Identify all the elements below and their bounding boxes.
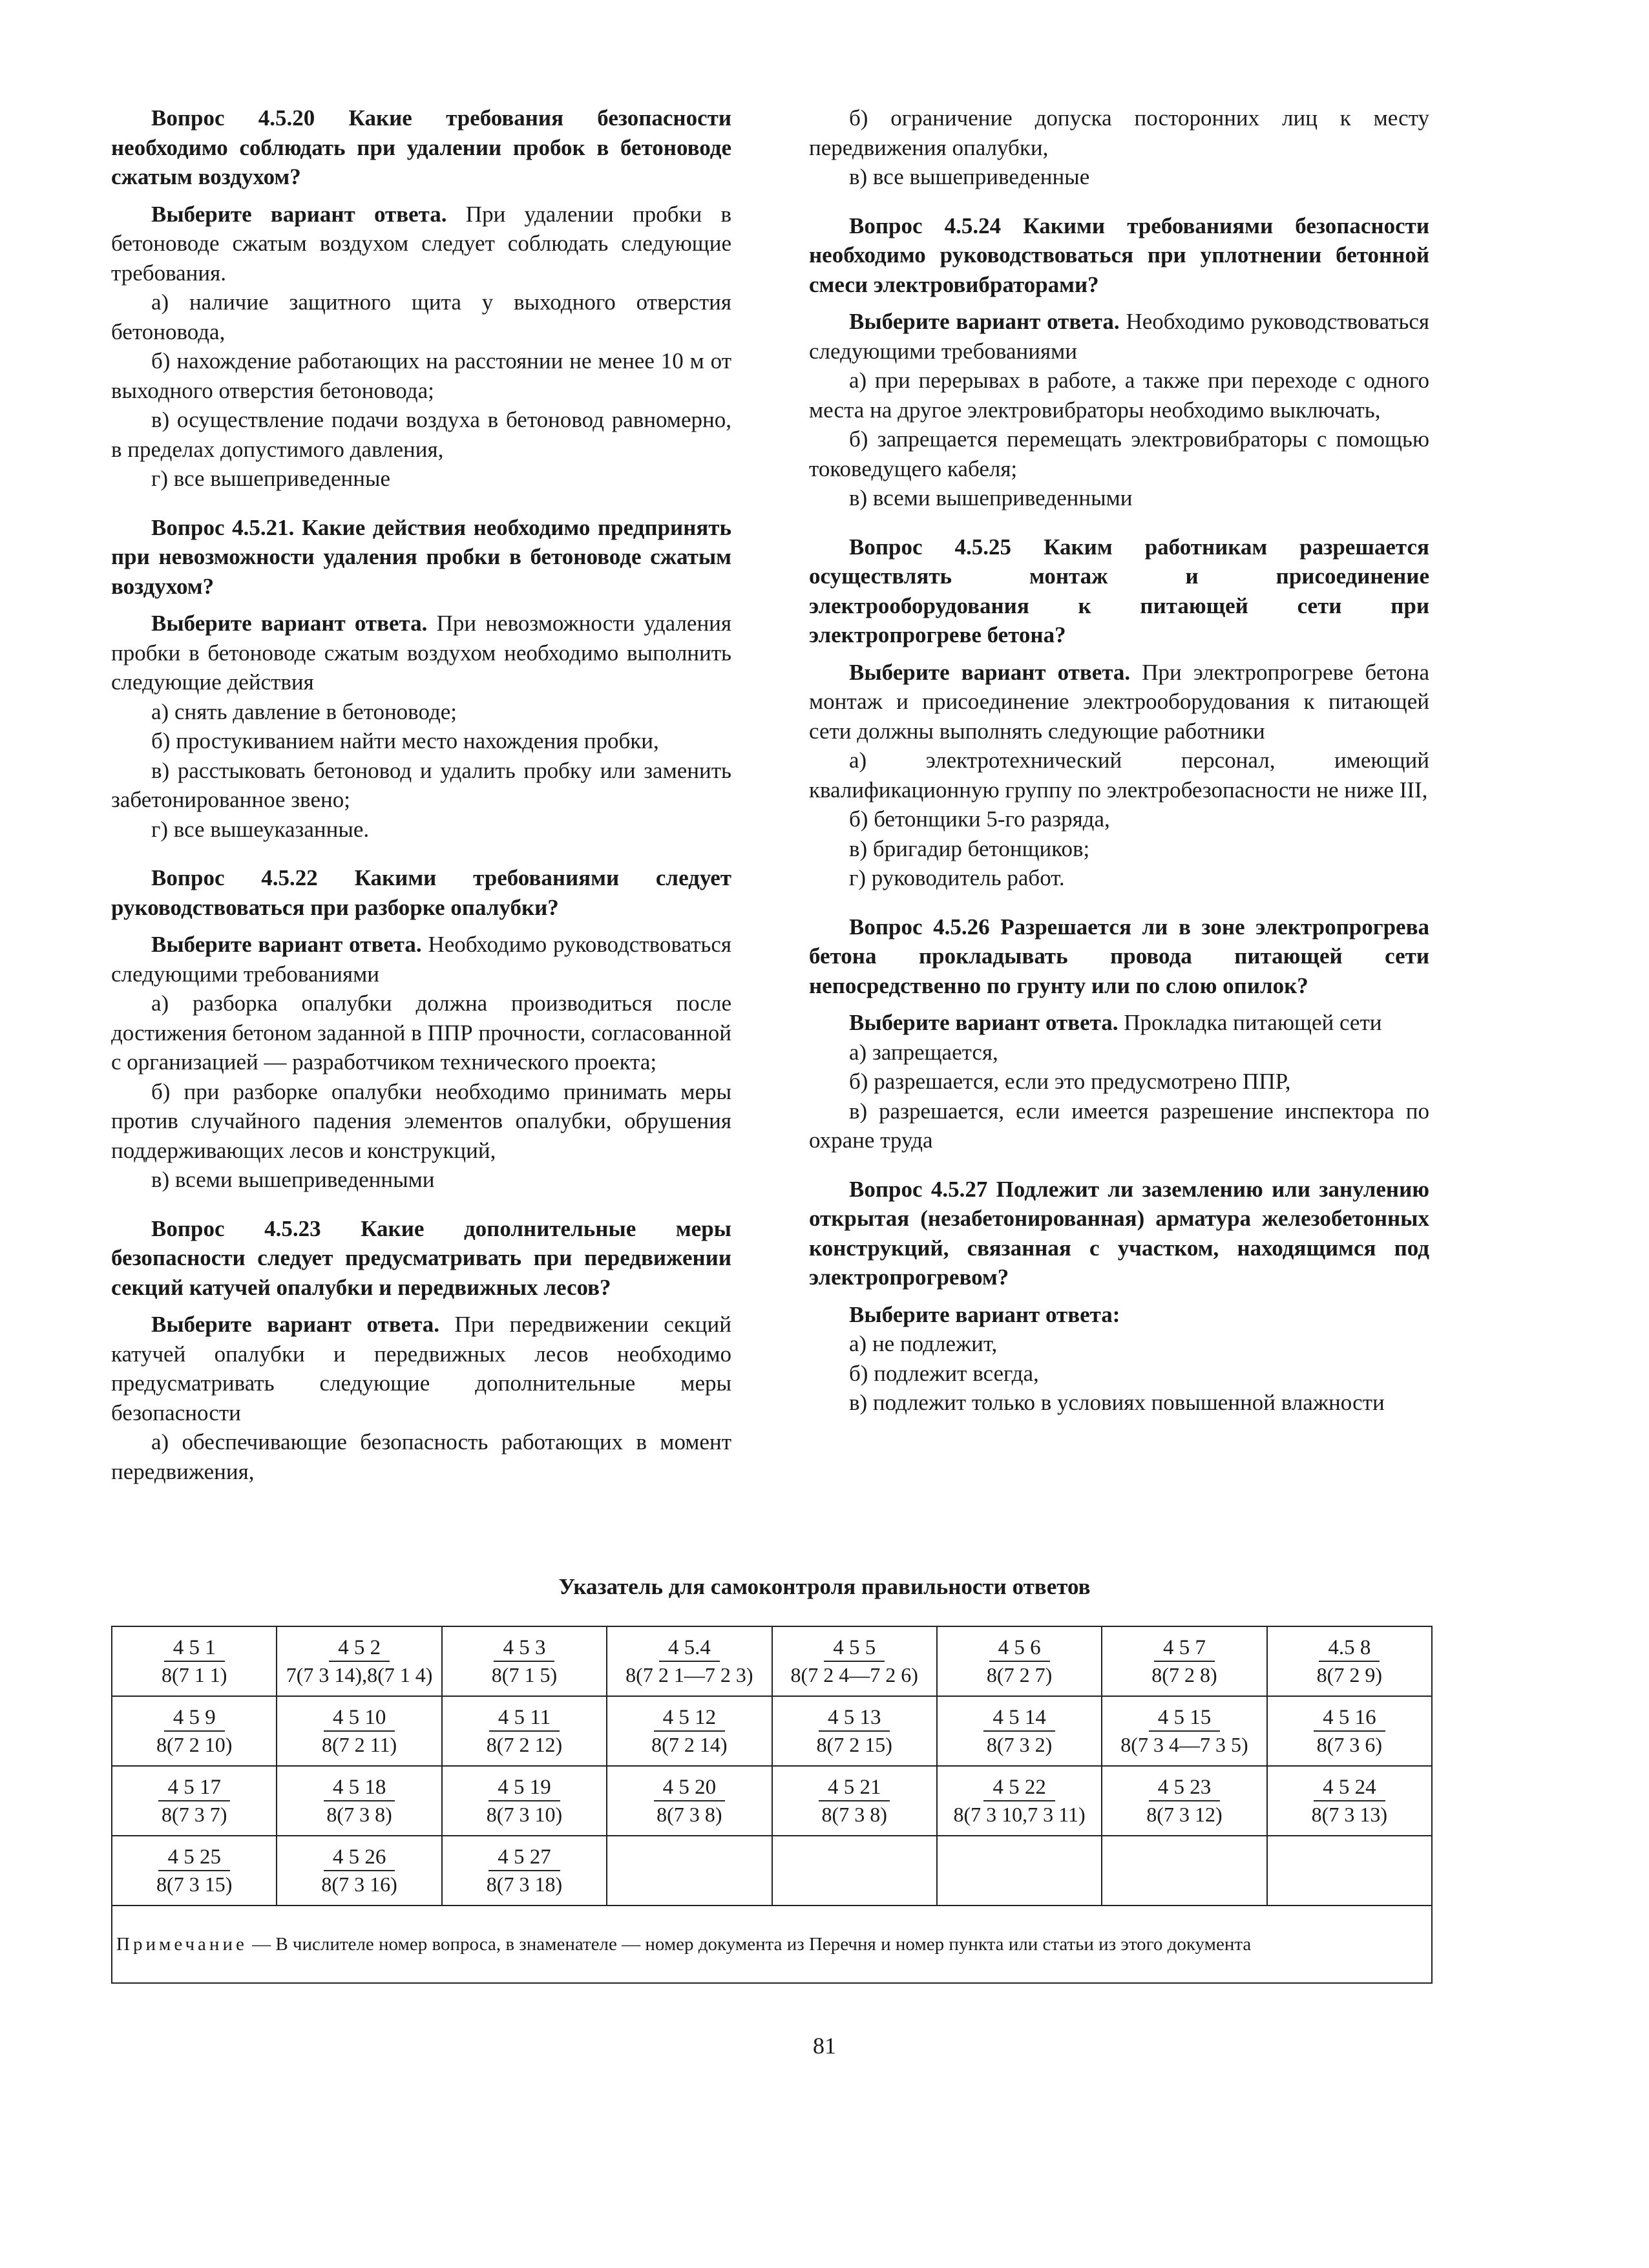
prompt-text: При удалении пробки в бетоноводе сжатым воздухом следует соблюдать следующие требования. <box>111 201 731 286</box>
question-title: Вопрос 4.5.21. Какие действия необходимо предпринять при невозможности удаления пробки в бетоноводе сжатым воздухом? <box>111 514 731 599</box>
table-cell <box>1267 1626 1432 1696</box>
answer-option: а) электротехнический персонал, имеющий квалификационную группу по электробезопасности не ниже III, <box>809 748 1429 803</box>
table-row <box>112 1766 1432 1836</box>
table-cell <box>607 1626 772 1696</box>
question-number: 4 5 18 <box>324 1774 395 1801</box>
table-cell <box>112 1696 277 1766</box>
question-number: 4 5 24 <box>1314 1774 1385 1801</box>
prompt-text: При невозможности удаления пробки в бетоноводе сжатым воздухом необходимо выполнить следующие действия <box>111 611 732 695</box>
table-note <box>112 1906 1432 1983</box>
answer-option: б) нахождение работающих на расстоянии не менее 10 м от выходного отверстия бетоновода; <box>111 348 731 403</box>
prompt-text: При передвижении секций катучей опалубки и передвижных лесов необходимо предусматривать следующие дополнительные меры безопасности <box>111 1312 731 1425</box>
question-title: Вопрос 4.5.25 Каким работникам разрешается осуществлять монтаж и присоединение электрооборудования к питающей сети при электропрогреве бетона? <box>809 534 1429 647</box>
answer-option: в) подлежит только в условиях повышенной влажности <box>849 1390 1385 1415</box>
table-cell <box>772 1696 937 1766</box>
answer-option: в) расстыковать бетоновод и удалить пробку или заменить забетонированное звено; <box>111 757 731 812</box>
question-number: 4 5 2 <box>329 1635 390 1662</box>
table-row <box>112 1836 1432 1906</box>
document-reference: 8(7 3 8) <box>326 1802 392 1826</box>
table-cell <box>1102 1696 1266 1766</box>
answer-option: б) запрещается перемещать электровибраторы с помощью токоведущего кабеля; <box>809 426 1429 481</box>
table-cell <box>1102 1626 1266 1696</box>
question-number: 4 5 7 <box>1154 1635 1215 1662</box>
question-title: Вопрос 4.5.23 Какие дополнительные меры безопасности следует предусматривать при передвижении секций катучей опалубки и передвижных лесов? <box>111 1215 731 1300</box>
answer-prompt <box>809 1008 1429 1038</box>
document-reference: 8(7 3 10,7 3 11) <box>953 1802 1086 1826</box>
question-block <box>809 912 1429 1155</box>
answer-option: в) разрешается, если имеется разрешение инспектора по охране труда <box>809 1098 1429 1153</box>
question-number: 4 5 9 <box>164 1705 225 1732</box>
table-cell <box>937 1696 1102 1766</box>
question-block <box>111 1214 731 1487</box>
table-title: Указатель для самоконтроля правильности ответов <box>558 1574 1091 1599</box>
answer-key-table <box>111 1626 1433 1984</box>
table-cell <box>937 1836 1102 1906</box>
note-text: — В числителе номер вопроса, в знаменателе — номер документа из Перечня и номер пункта или статьи из этого документа <box>247 1934 1252 1955</box>
question-number: 4 5 13 <box>819 1705 890 1732</box>
document-reference: 8(7 2 8) <box>1151 1663 1217 1686</box>
right-column <box>809 103 1429 1437</box>
document-reference: 8(7 2 7) <box>986 1663 1053 1686</box>
question-number: 4 5.4 <box>659 1635 720 1662</box>
answer-option: а) не подлежит, <box>849 1331 998 1356</box>
answer-option: г) все вышеуказанные. <box>151 816 370 842</box>
question-number: 4 5 16 <box>1314 1705 1385 1732</box>
question-title: Вопрос 4.5.22 Какими требованиями следует руководствоваться при разборке опалубки? <box>111 865 731 920</box>
question-number: 4 5 26 <box>324 1844 395 1871</box>
table-cell <box>1267 1836 1432 1906</box>
note-label: Примечание <box>116 1934 247 1955</box>
question-number: 4 5 5 <box>824 1635 885 1662</box>
table-cell <box>442 1626 607 1696</box>
answer-option: а) наличие защитного щита у выходного отверстия бетоновода, <box>111 289 731 344</box>
question-number: 4 5 10 <box>324 1705 395 1732</box>
prompt-text: Прокладка питающей сети <box>1118 1010 1382 1035</box>
document-reference: 8(7 2 12) <box>486 1732 563 1756</box>
question-number: 4 5 20 <box>654 1774 726 1801</box>
document-reference: 8(7 3 7) <box>162 1802 227 1826</box>
table-cell <box>442 1696 607 1766</box>
table-cell <box>607 1696 772 1766</box>
prompt-label: Выберите вариант ответа. <box>151 932 422 957</box>
prompt-label: Выберите вариант ответа. <box>151 201 447 227</box>
question-number: 4 5 15 <box>1149 1705 1221 1732</box>
question-number: 4 5 17 <box>158 1774 230 1801</box>
answer-prompt <box>111 930 731 989</box>
table-cell <box>772 1836 937 1906</box>
table-cell <box>937 1766 1102 1836</box>
document-reference: 8(7 3 12) <box>1146 1802 1223 1826</box>
answer-option: г) все вышеприведенные <box>151 466 391 491</box>
document-reference: 8(7 2 11) <box>322 1732 397 1756</box>
answer-option: в) всеми вышеприведенными <box>151 1167 435 1192</box>
table-cell <box>1267 1766 1432 1836</box>
question-title: Вопрос 4.5.26 Разрешается ли в зоне электропрогрева бетона прокладывать провода питающей сети непосредственно по грунту или по слою опилок? <box>809 914 1429 998</box>
document-reference: 8(7 2 15) <box>816 1732 892 1756</box>
prompt-text: Необходимо руководствоваться следующими требованиями <box>111 932 731 987</box>
page-number: 81 <box>813 2033 836 2059</box>
document-reference: 8(7 3 8) <box>821 1802 887 1826</box>
answer-option: а) разборка опалубки должна производиться после достижения бетоном заданной в ППР прочности, согласованной с организацией — разработчиком технического проекта; <box>111 991 731 1075</box>
document-reference: 8(7 2 9) <box>1316 1663 1382 1686</box>
document-reference: 8(7 3 6) <box>1316 1732 1382 1756</box>
document-reference: 8(7 2 14) <box>651 1732 728 1756</box>
prompt-label: Выберите вариант ответа. <box>849 1010 1119 1035</box>
document-reference: 8(7 3 4—7 3 5) <box>1120 1732 1248 1756</box>
question-title: Вопрос 4.5.20 Какие требования безопасности необходимо соблюдать при удалении пробок в бетоноводе сжатым воздухом? <box>111 105 731 189</box>
table-cell <box>607 1836 772 1906</box>
question-title: Вопрос 4.5.24 Какими требованиями безопасности необходимо руководствоваться при уплотнении бетонной смеси электровибраторами? <box>809 213 1429 297</box>
document-reference: 8(7 1 5) <box>491 1663 558 1686</box>
prompt-label: Выберите вариант ответа: <box>849 1301 1120 1327</box>
document-reference: 8(7 3 8) <box>656 1802 722 1826</box>
table-cell <box>277 1836 441 1906</box>
answer-option: б) при разборке опалубки необходимо принимать меры против случайного падения элементов опалубки, обрушения поддерживающих лесов и конструкций, <box>111 1078 731 1163</box>
table-cell <box>112 1626 277 1696</box>
document-reference: 7(7 3 14),8(7 1 4) <box>286 1663 433 1686</box>
answer-option: б) простукиванием найти место нахождения пробки, <box>151 728 659 753</box>
table-cell <box>277 1626 441 1696</box>
answer-option: в) осуществление подачи воздуха в бетоновод равномерно, в пределах допустимого давления, <box>111 407 731 462</box>
answer-option: в) все вышеприведенные <box>849 164 1090 189</box>
table-cell <box>1102 1836 1266 1906</box>
document-reference: 8(7 3 10) <box>486 1802 563 1826</box>
document-reference: 8(7 2 10) <box>156 1732 233 1756</box>
answer-option: б) бетонщики 5-го разряда, <box>849 806 1110 832</box>
question-number: 4 5 11 <box>489 1705 560 1732</box>
answer-prompt <box>111 200 731 288</box>
answer-prompt <box>809 658 1429 746</box>
question-block <box>111 863 731 1195</box>
left-column <box>111 103 731 1506</box>
table-cell <box>277 1766 441 1836</box>
prompt-label: Выберите вариант ответа. <box>151 611 428 636</box>
question-number: 4 5 21 <box>819 1774 890 1801</box>
table-row <box>112 1626 1432 1696</box>
table-cell <box>1267 1696 1432 1766</box>
answer-option: в) всеми вышеприведенными <box>849 485 1133 510</box>
question-number: 4 5 27 <box>488 1844 560 1871</box>
question-number: 4 5 19 <box>488 1774 560 1801</box>
document-reference: 8(7 2 1—7 2 3) <box>625 1663 753 1686</box>
prompt-label: Выберите вариант ответа. <box>151 1312 439 1337</box>
answer-option: б) разрешается, если это предусмотрено ППР, <box>849 1069 1291 1094</box>
answer-option: б) подлежит всегда, <box>849 1360 1039 1386</box>
continuation-block <box>809 103 1429 192</box>
question-block <box>809 211 1429 513</box>
prompt-label: Выберите вариант ответа. <box>849 659 1131 685</box>
table-cell <box>772 1766 937 1836</box>
answer-option: б) ограничение допуска посторонних лиц к месту передвижения опалубки, <box>809 105 1429 160</box>
answer-option: а) снять давление в бетоноводе; <box>151 698 457 724</box>
prompt-label: Выберите вариант ответа. <box>849 309 1120 334</box>
document-reference: 8(7 3 16) <box>321 1872 397 1896</box>
prompt-text: При электропрогреве бетона монтаж и присоединение электрооборудования к питающей сети должны выполнять следующие работники <box>809 659 1429 744</box>
document-reference: 8(7 3 18) <box>486 1872 563 1896</box>
table-cell <box>442 1766 607 1836</box>
question-block <box>111 513 731 845</box>
table-cell <box>607 1766 772 1836</box>
question-number: 4 5 25 <box>158 1844 230 1871</box>
question-block <box>111 103 731 494</box>
table-cell <box>1102 1766 1266 1836</box>
answer-prompt <box>809 1300 1429 1330</box>
document-reference: 8(7 3 13) <box>1311 1802 1387 1826</box>
answer-prompt <box>111 1310 731 1427</box>
question-number: 4 5 1 <box>164 1635 225 1662</box>
table-cell <box>112 1836 277 1906</box>
table-cell <box>937 1626 1102 1696</box>
question-number: 4.5 8 <box>1319 1635 1380 1662</box>
table-row <box>112 1696 1432 1766</box>
table-cell <box>112 1766 277 1836</box>
question-number: 4 5 22 <box>983 1774 1055 1801</box>
answer-option: а) запрещается, <box>849 1039 998 1065</box>
document-reference: 8(7 3 15) <box>156 1872 233 1896</box>
table-cell <box>277 1696 441 1766</box>
table-cell <box>442 1836 607 1906</box>
prompt-text: Необходимо руководствоваться следующими требованиями <box>809 309 1429 364</box>
document-reference: 8(7 1 1) <box>162 1663 227 1686</box>
answer-option: г) руководитель работ. <box>849 865 1065 890</box>
answer-prompt <box>809 307 1429 366</box>
answer-option: а) при перерывах в работе, а также при переходе с одного места на другое электровибраторы необходимо выключать, <box>809 368 1429 423</box>
question-number: 4 5 3 <box>494 1635 554 1662</box>
question-number: 4 5 23 <box>1149 1774 1221 1801</box>
question-title: Вопрос 4.5.27 Подлежит ли заземлению или занулению открытая (незабетонированная) арматура железобетонных конструкций, связанная с участком, находящимся под электропрогревом? <box>809 1176 1429 1290</box>
answer-option: в) бригадир бетонщиков; <box>849 835 1090 861</box>
answer-option: а) обеспечивающие безопасность работающих в момент передвижения, <box>111 1429 731 1484</box>
question-block <box>809 532 1429 893</box>
table-cell <box>772 1626 937 1696</box>
document-reference: 8(7 2 4—7 2 6) <box>790 1663 918 1686</box>
question-block <box>809 1175 1429 1418</box>
question-number: 4 5 6 <box>989 1635 1050 1662</box>
question-number: 4 5 14 <box>983 1705 1055 1732</box>
table-note-row <box>112 1906 1432 1983</box>
answer-prompt <box>111 609 731 697</box>
question-number: 4 5 12 <box>654 1705 726 1732</box>
document-reference: 8(7 3 2) <box>986 1732 1053 1756</box>
